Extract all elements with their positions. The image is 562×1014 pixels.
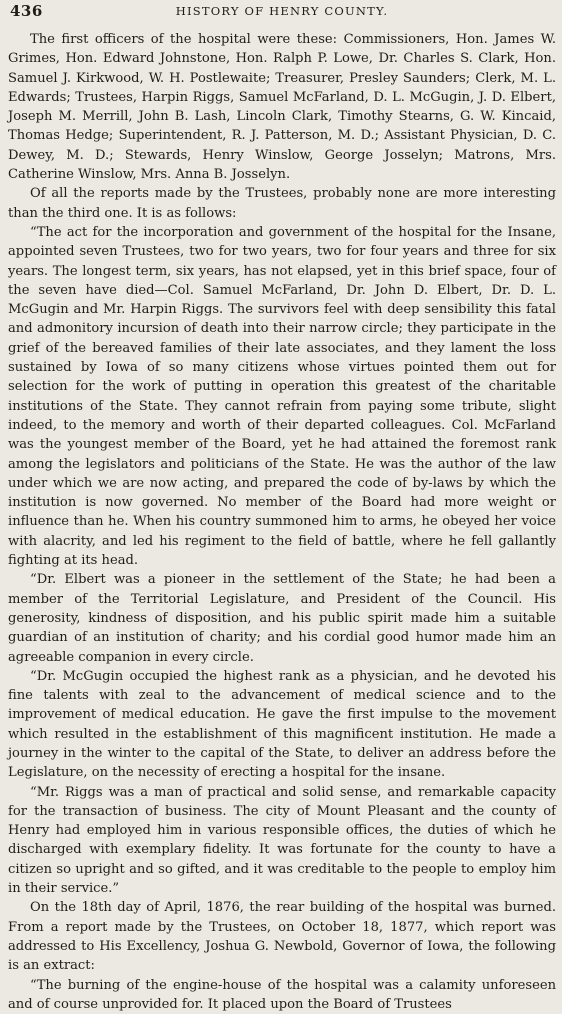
page-header	[8, 0, 556, 30]
paragraph-quote-trustees: “The act for the incorporation and government of the hospital for the Insane, appointed seven Trustees, two for two years, two for four years and three for six years. The longest term, six years, has not elapsed, yet in this brief space, four of the seven have died—Col. Samuel McFarland, Dr. John D. Elbert, Dr. D. L. McGugin and Mr. Harpin Riggs. The survivors feel with deep sensibility this fatal and admonitory incursion of death into their narrow circle; they participate in the grief of the bereaved families of their late associates, and they lament the loss sustained by Iowa of so many citizens whose virtues pointed them out for selection for the work of putting in operation this greatest of the charitable institutions of the State. They cannot refrain from paying some tribute, slight indeed, to the memory and worth of their departed colleagues. Col. McFarland was the youngest member of the Board, yet he had attained the foremost rank among the legislators and politicians of the State. He was the author of the law under which we are now acting, and prepared the code of by-laws by which the institution is now governed. No member of the Board had more weight or influence than he. When his country summoned him to arms, he obeyed her voice with alacrity, and led his regiment to the field of battle, where he fell gallantly fighting at its head.	[8, 224, 556, 569]
paragraph-quote-elbert: “Dr. Elbert was a pioneer in the settlement of the State; he had been a member of the Territorial Legislature, and President of the Council. His generosity, kindness of disposition, and his public spirit made him a suitable guardian of an institution of charity; and his cordial good humor made him an agreeable companion in every circle.	[8, 572, 556, 665]
paragraph-officers: The first officers of the hospital were these: Commissioners, Hon. James W. Grimes, Hon. Edward Johnstone, Hon. Ralph P. Lowe, Dr. Charles S. Clark, Hon. Samuel J. Kirkwood, W. H. Postlewaite; Treasurer, Presley Saunders; Clerk, M. L. Edwards; Trustees, Harpin Riggs, Samuel McFarland, D. L. McGugin, J. D. Elbert, Joseph M. Merrill, John B. Lash, Lincoln Clark, Timothy Stearns, G. W. Kincaid, Thomas Hedge; Superintendent, R. J. Patterson, M. D.; Assistant Physician, D. C. Dewey, M. D.; Stewards, Henry Winslow, George Josselyn; Matrons, Mrs. Catherine Winslow, Mrs. Anna B. Josselyn.	[8, 32, 556, 183]
paragraph-quote-mcgugin: “Dr. McGugin occupied the highest rank as a physician, and he devoted his fine talents with zeal to the advancement of medical science and to the improvement of medical education. He gave the first impulse to the movement which resulted in the establishment of this magnificent institution. He made a journey in the winter to the capital of the State, to deliver an address before the Legislature, on the necessity of erecting a hospital for the insane.	[8, 668, 556, 781]
page-body	[8, 30, 556, 1014]
paragraph-reports-intro: Of all the reports made by the Trustees, probably none are more interesting than the third one. It is as follows:	[8, 186, 556, 221]
paragraph-quote-riggs: “Mr. Riggs was a man of practical and solid sense, and remarkable capacity for the transaction of business. The city of Mount Pleasant and the county of Henry had employed him in various responsible offices, the duties of which he discharged with exemplary fidelity. It was fortunate for the county to have a citizen so upright and so gifted, and it was creditable to the people to employ him in their service.”	[8, 784, 556, 897]
page-number: 436	[10, 2, 43, 20]
paragraph-quote-engine-house: “The burning of the engine-house of the hospital was a calamity unforeseen and of course unprovided for. It placed upon the Board of Trustees	[8, 977, 556, 1012]
paragraph-fire: On the 18th day of April, 1876, the rear building of the hospital was burned. From a report made by the Trustees, on October 18, 1877, which report was addressed to His Excellency, Joshua G. Newbold, Governor of Iowa, the following is an extract:	[8, 900, 556, 974]
running-head: HISTORY OF HENRY COUNTY.	[175, 4, 389, 18]
